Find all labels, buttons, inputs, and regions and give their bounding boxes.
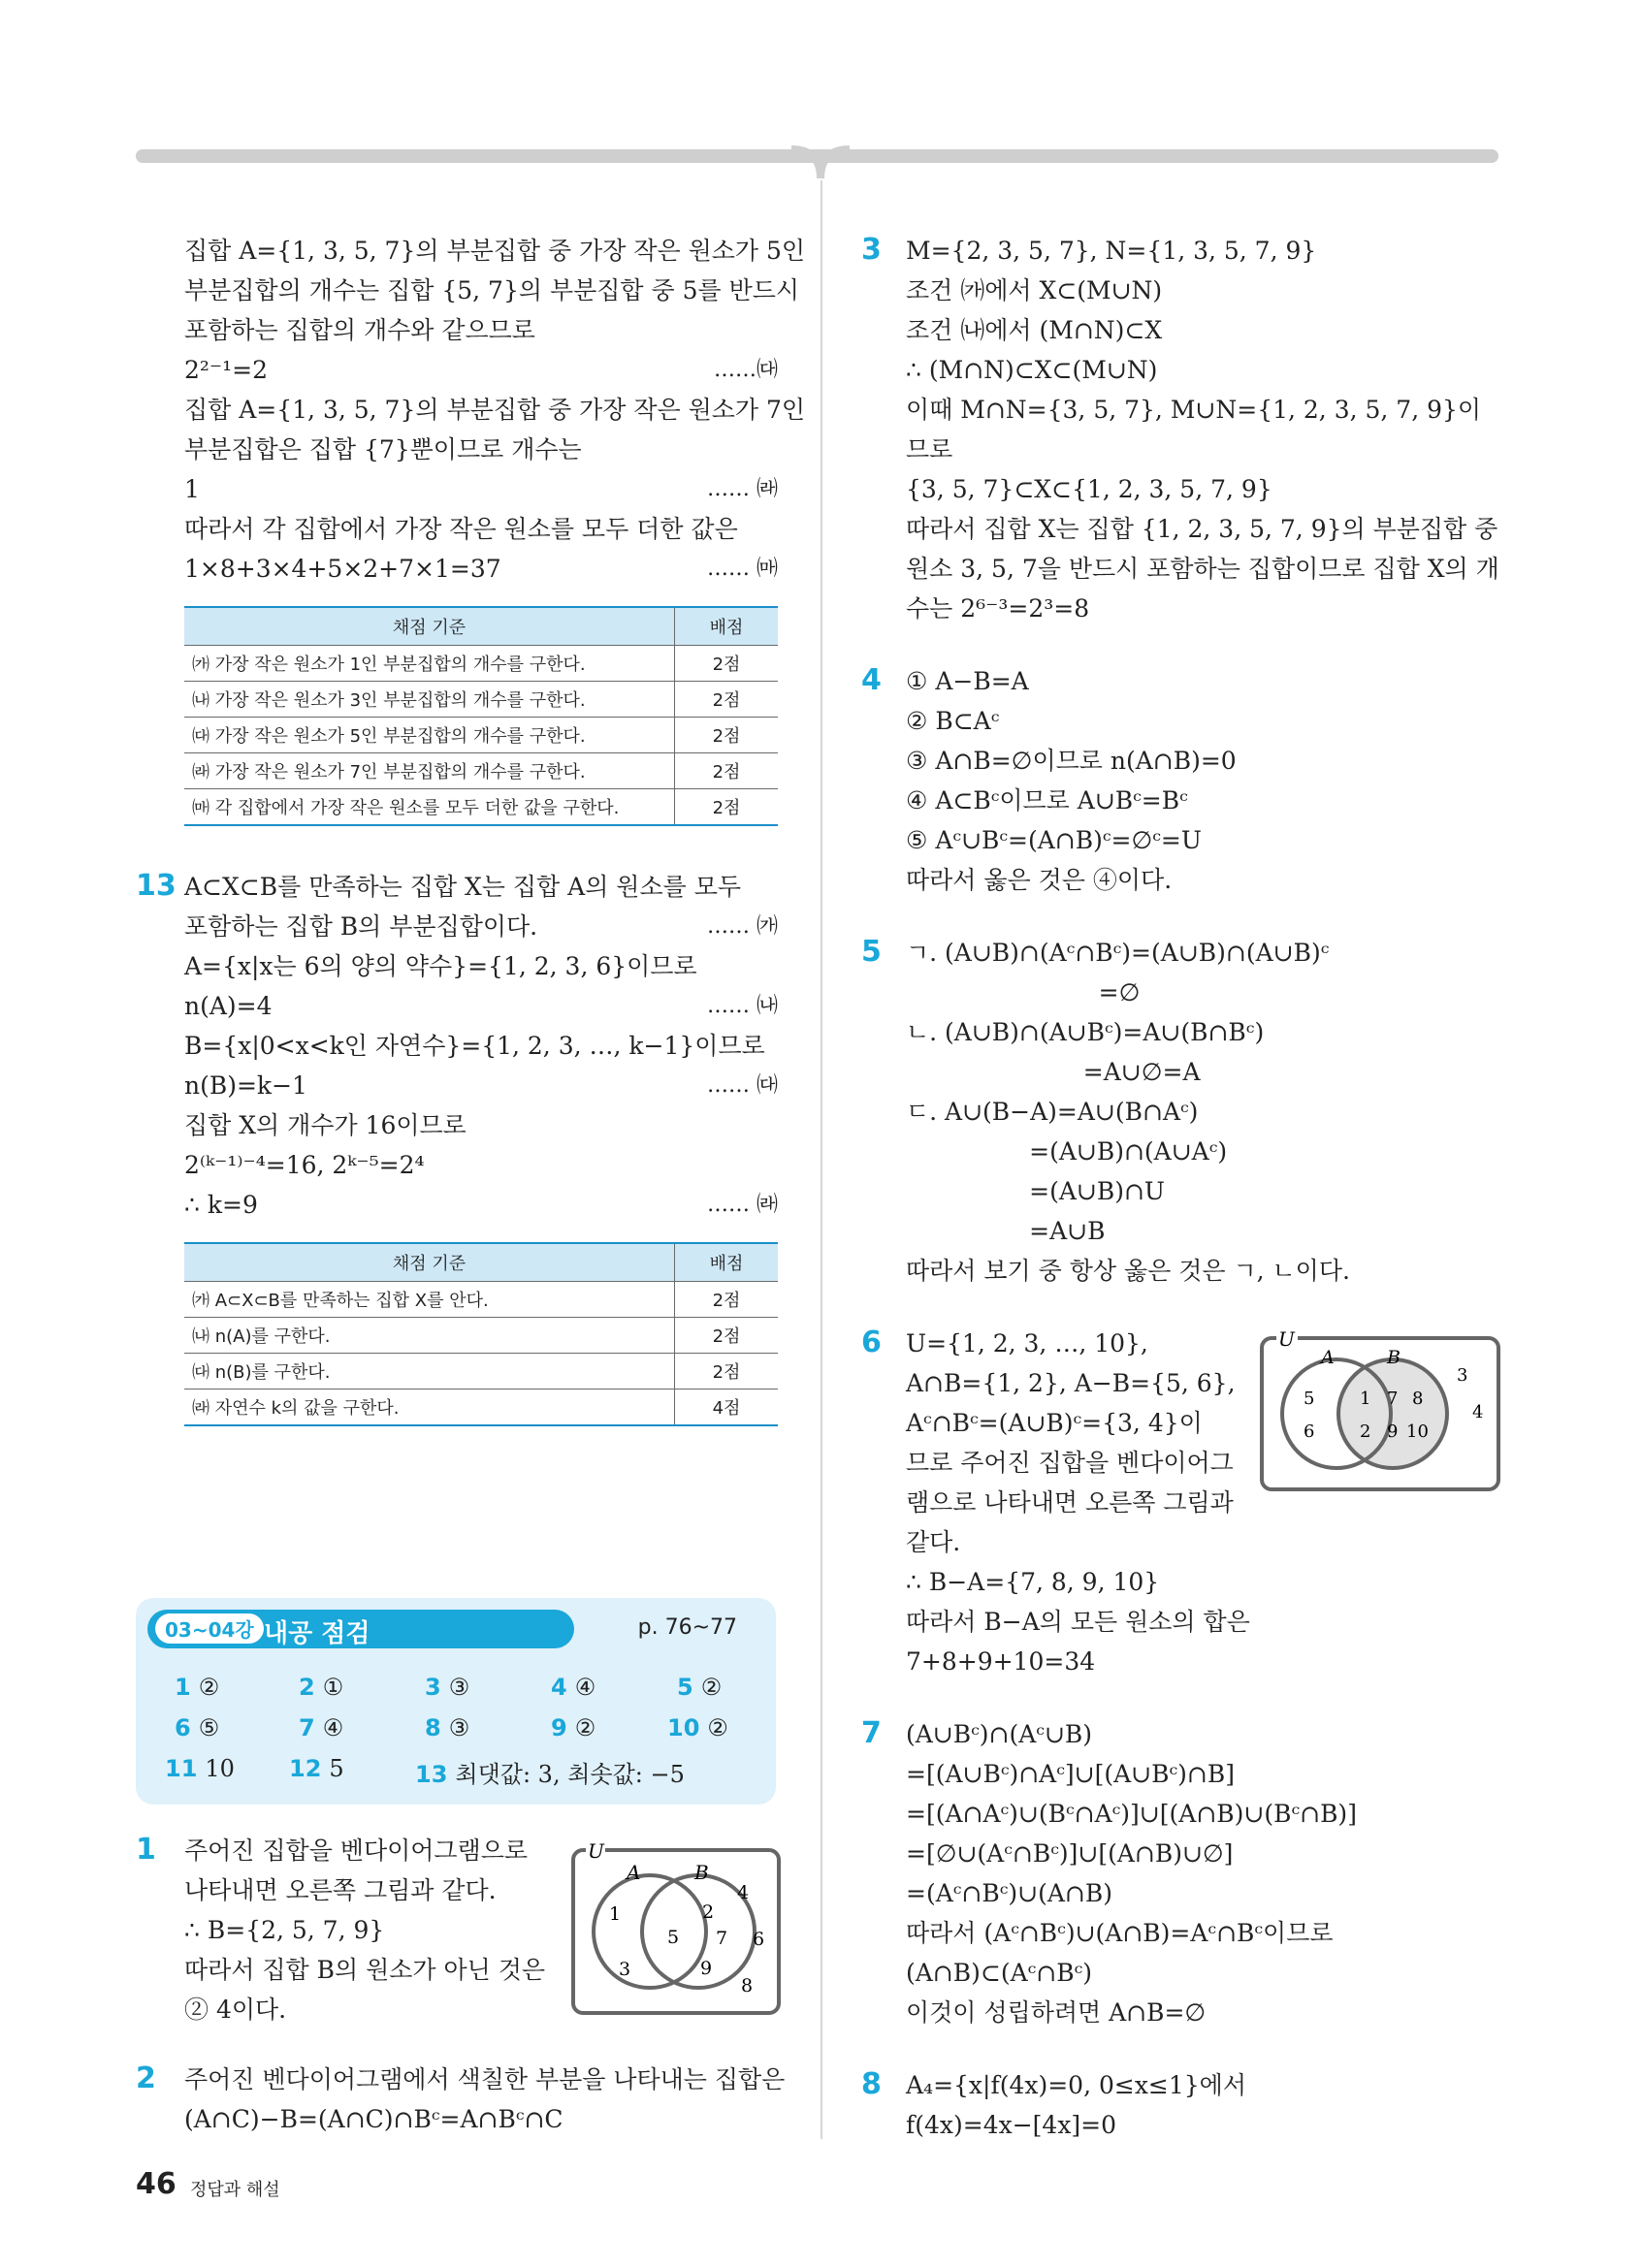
column-divider [821,180,822,2139]
problem-6: 6 U={1, 2, 3, …, 10}, A∩B={1, 2}, A−B={5, 6}, Aᶜ∩Bᶜ=(A∪B)ᶜ={3, 4}이 므로 주어진 집합을 벤다이어그 램으로 나타내면 오른쪽 그림과 같다. ∴ B−A={7, 8, 9, 10} 따라서 B−A의 모든 원소의 합은 7+8+9+10=34 [861,1326,1250,1676]
mark-tag: ……㈐ [713,358,778,382]
table-row: ㈏ n(A)를 구한다. 2점 [184,1318,778,1354]
svg-text:A: A [627,1861,641,1884]
problem-5: 5 ㄱ. (A∪B)∩(Aᶜ∩Bᶜ)=(A∪B)∩(A∪B)ᶜ =∅ ㄴ. (A∪B)∩(A∪Bᶜ)=A∪(B∩Bᶜ) =A∪∅=A ㄷ. A∪(B−A)=A∪(B∩Aᶜ) =(A∪B)∩(A∪Aᶜ) =(A∪B)∩U =A∪B 따라서 보기 중 항상 옳은 것은 ㄱ, ㄴ이다. [861,935,1350,1285]
svg-text:2: 2 [1360,1421,1371,1442]
page-range: p. 76~77 [637,1615,737,1640]
left-column [136,231,806,1426]
svg-text:U: U [588,1842,604,1863]
venn-diagram-6 [1259,1330,1501,1493]
svg-text:3: 3 [619,1959,631,1980]
answer-item: 7 ④ [299,1714,344,1741]
problem-number: 7 [861,1716,882,1750]
table-row: ㈐ n(B)를 구한다. 2점 [184,1354,778,1390]
mark-tag: …… ㈒ [707,557,778,581]
p12-continuation [184,231,806,589]
review-title-bar [147,1610,574,1648]
table-header: 배점 [675,607,779,646]
answer-item: 1 ② [175,1674,220,1701]
problem-number: 2 [136,2061,156,2095]
svg-text:B: B [1387,1347,1401,1368]
svg-text:4: 4 [737,1882,750,1903]
problem-8: 8 A₄={x|f(4x)=0, 0≤x≤1}에서 f(4x)=4x−[4x]=0 [861,2067,1246,2139]
review-answer-box [136,1598,776,1805]
svg-text:9: 9 [1387,1421,1399,1442]
text-line: 따라서 각 집합에서 가장 작은 원소를 모두 더한 값은 [184,515,738,543]
svg-text:6: 6 [753,1929,765,1950]
right-column [861,231,1502,2145]
answer-item: 13 최댓값: 3, 최솟값: −5 [415,1761,685,1788]
text-line: 집합 A={1, 3, 5, 7}의 부분집합 중 가장 작은 원소가 7인 [184,396,806,424]
text-line: 집합 A={1, 3, 5, 7}의 부분집합 중 가장 작은 원소가 5인 [184,237,806,265]
svg-text:5: 5 [667,1927,680,1948]
answer-item: 2 ① [299,1674,344,1701]
problem-1: 1 주어진 집합을 벤다이어그램으로 나타내면 오른쪽 그림과 같다. ∴ B={2, 5, 7, 9} 따라서 집합 B의 원소가 아닌 것은 ② 4이다. [136,1833,546,2024]
problem-number: 6 [861,1326,882,1359]
text-line: 포함하는 집합의 개수와 같으므로 [184,316,535,344]
table-row: ㈎ 가장 작은 원소가 1인 부분집합의 개수를 구한다. 2점 [184,646,778,682]
scoring-table-1 [184,606,778,826]
svg-text:7: 7 [1387,1389,1399,1409]
table-row: ㈎ A⊂X⊂B를 만족하는 집합 X를 안다. 2점 [184,1282,778,1318]
answer-item: 9 ② [551,1714,596,1741]
problem-number: 8 [861,2067,882,2101]
problem-number: 5 [861,935,882,969]
text-line: 부분집합의 개수는 집합 {5, 7}의 부분집합 중 5를 반드시 [184,276,800,304]
text-line: 1×8+3×4+5×2+7×1=37 [184,555,501,583]
svg-text:8: 8 [1412,1389,1424,1409]
problem-7: 7 (A∪Bᶜ)∩(Aᶜ∪B) =[(A∪Bᶜ)∩Aᶜ]∪[(A∪Bᶜ)∩B] =[(A∩Aᶜ)∪(Bᶜ∩Aᶜ)]∪[(A∩B)∪(Bᶜ∩B)] =[∅∪(Aᶜ∩Bᶜ)]∪[(A∩B)∪∅] =(Aᶜ∩Bᶜ)∪(A∩B) 따라서 (Aᶜ∩Bᶜ)∪(A∩B)=Aᶜ∩Bᶜ이므로 (A∩B)⊂(Aᶜ∩Bᶜ) 이것이 성립하려면 A∩B=∅ [861,1716,1357,2027]
svg-text:10: 10 [1406,1421,1429,1442]
problem-4: 4 ① A−B=A ② B⊂Aᶜ ③ A∩B=∅이므로 n(A∩B)=0 ④ A⊂Bᶜ이므로 A∪Bᶜ=Bᶜ ⑤ Aᶜ∪Bᶜ=(A∩B)ᶜ=∅ᶜ=U 따라서 옳은 것은 ④이다. [861,663,1237,894]
answer-item: 5 ② [677,1674,723,1701]
answer-item: 4 ④ [551,1674,596,1701]
svg-text:5: 5 [1304,1389,1315,1409]
svg-text:1: 1 [609,1903,622,1925]
chapter-chip: 03~04강 [155,1613,264,1644]
svg-text:U: U [1278,1330,1295,1351]
table-row: ㈑ 자연수 k의 값을 구한다. 4점 [184,1390,778,1426]
table-row: ㈒ 각 집합에서 가장 작은 원소를 모두 더한 값을 구한다. 2점 [184,789,778,826]
text-line: 2²⁻¹=2 [184,356,268,384]
svg-text:2: 2 [702,1901,715,1923]
svg-text:6: 6 [1304,1421,1315,1442]
venn-diagram-1 [570,1842,782,2017]
svg-text:4: 4 [1472,1402,1484,1422]
problem-13: 13 A⊂X⊂B를 만족하는 집합 X는 집합 A의 원소를 모두 포함하는 집합 B의 부분집합이다. …… ㈎ A={x|x는 6의 양의 약수}={1, 2, 3, 6}이므로 n(A)=4 …… ㈏ B={x|0<x<k인 자연수}={1, 2, 3, …, k−1}이므로 n(B)=k−1 …… ㈐ 집합 X의 개수가 16이므로 2⁽ᵏ⁻¹⁾⁻⁴=16, 2ᵏ⁻⁵=2⁴ ∴ k=9 …… ㈑ [136,869,778,1219]
table-row: ㈐ 가장 작은 원소가 5인 부분집합의 개수를 구한다. 2점 [184,718,778,753]
answer-item: 8 ③ [425,1714,470,1741]
table-row: ㈑ 가장 작은 원소가 7인 부분집합의 개수를 구한다. 2점 [184,753,778,789]
table-header: 채점 기준 [184,607,675,646]
footer-label: 정답과 해설 [190,2180,280,2200]
table-header: 배점 [675,1243,779,1282]
answer-item: 12 5 [289,1755,344,1782]
problem-number: 3 [861,233,882,267]
page-number: 46 [136,2167,177,2201]
answer-item: 3 ③ [425,1674,470,1701]
problem-3: 3 M={2, 3, 5, 7}, N={1, 3, 5, 7, 9} 조건 ㈎에서 X⊂(M∪N) 조건 ㈏에서 (M∩N)⊂X ∴ (M∩N)⊂X⊂(M∪N) 이때 M∩N={3, 5, 7}, M∪N={1, 2, 3, 5, 7, 9}이 므로 {3, 5, 7}⊂X⊂{1, 2, 3, 5, 7, 9} 따라서 집합 X는 집합 {1, 2, 3, 5, 7, 9}의 부분집합 중 원소 3, 5, 7을 반드시 포함하는 집합이므로 집합 X의 개 수는 2⁶⁻³=2³=8 [861,233,1499,623]
review-title: 내공 점검 [264,1619,370,1648]
mark-tag: …… ㈑ [707,477,778,501]
problem-number: 13 [136,869,177,903]
text-line: 부분집합은 집합 {7}뿐이므로 개수는 [184,435,582,463]
text-line: 1 [184,475,200,503]
svg-text:3: 3 [1457,1365,1468,1386]
answer-item: 10 ② [667,1714,728,1741]
scoring-table-2 [184,1242,778,1426]
svg-text:8: 8 [741,1975,754,1996]
problem-number: 1 [136,1833,156,1867]
svg-text:A: A [1321,1347,1335,1368]
svg-text:7: 7 [716,1928,728,1949]
problem-number: 4 [861,663,882,697]
problem-2: 2 주어진 벤다이어그램에서 색칠한 부분을 나타내는 집합은 (A∩C)−B=(A∩C)∩Bᶜ=A∩Bᶜ∩C [136,2061,786,2133]
svg-text:B: B [694,1861,709,1884]
answer-item: 11 10 [165,1755,235,1782]
table-row: ㈏ 가장 작은 원소가 3인 부분집합의 개수를 구한다. 2점 [184,682,778,718]
answer-item: 6 ⑤ [175,1714,220,1741]
svg-text:9: 9 [700,1958,713,1979]
svg-text:1: 1 [1360,1389,1371,1409]
table-header: 채점 기준 [184,1243,675,1282]
top-notch [791,145,850,180]
